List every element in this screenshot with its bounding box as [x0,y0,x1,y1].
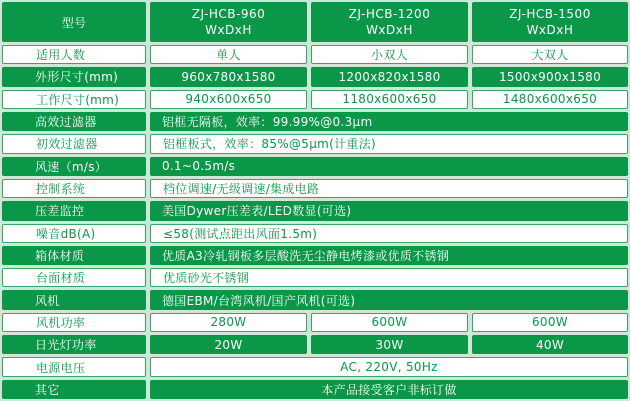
row-label: 控制系统 [2,179,146,198]
row-label: 外形尺寸(mm) [2,67,146,86]
spec-value: ≤58(测试点距出风面1.5m) [150,224,628,243]
header-model-2 [311,2,468,42]
model-size-caption: WxDxH [205,23,252,37]
table-row-fan-power [2,313,628,332]
spec-value: 20W [150,335,307,354]
spec-value: 960x780x1580 [150,67,307,86]
row-label: 风机 [2,290,146,309]
row-label: 初效过滤器 [2,134,146,153]
header-model-1 [150,2,307,42]
row-label: 压差监控 [2,201,146,220]
spec-value: 美国Dywer压差表/LED数显(可选) [150,201,628,220]
row-label: 日光灯功率 [2,335,146,354]
row-label: 箱体材质 [2,246,146,265]
table-row-body-material [2,246,628,265]
spec-value: 铝框无隔板，效率：99.99%@0.3μm [150,112,628,131]
model-size-caption: WxDxH [366,23,413,37]
spec-value: 档位调速/无级调速/集成电路 [150,179,628,198]
model-name: ZJ-HCB-1200 [348,6,431,21]
row-label: 电源电压 [2,357,146,376]
spec-value: 940x600x650 [150,90,307,109]
table-row-control-system [2,179,628,198]
spec-value: 德国EBM/台湾风机/国产风机(可选) [150,290,628,309]
table-header-row [2,2,628,42]
spec-value: 1200x820x1580 [311,67,468,86]
table-row-fan [2,290,628,309]
header-model-3 [472,2,628,42]
spec-value: AC, 220V, 50Hz [150,357,628,376]
model-name: ZJ-HCB-1500 [509,6,591,21]
row-label: 噪音dB(A) [2,224,146,243]
spec-value: 40W [472,335,628,354]
row-label: 适用人数 [2,45,146,64]
table-row-pre-filter [2,134,628,153]
row-label: 其它 [2,380,146,399]
spec-value: 600W [311,313,468,332]
spec-value: 1180x600x650 [311,90,468,109]
spec-value: 优质A3冷轧钢板多层酸洗无尘静电烤漆或优质不锈钢 [150,246,628,265]
table-row-outer-size [2,67,628,86]
spec-value: 280W [150,313,307,332]
spec-value: 单人 [150,45,307,64]
table-row-hepa-filter [2,112,628,131]
spec-value: 本产品接受客户非标订做 [150,380,628,399]
header-model-label: 型号 [2,2,146,42]
row-label: 工作尺寸(mm) [2,90,146,109]
spec-value: 优质砂光不锈钢 [150,268,628,287]
row-label: 风速（m/s） [2,157,146,176]
table-row-noise [2,224,628,243]
row-label: 高效过滤器 [2,112,146,131]
row-label: 台面材质 [2,268,146,287]
spec-value: 1480x600x650 [472,90,628,109]
table-row-work-size [2,90,628,109]
model-name: ZJ-HCB-960 [191,6,266,21]
table-row-power-supply [2,357,628,376]
spec-value: 600W [472,313,628,332]
spec-value: 大双人 [472,45,628,64]
model-size-caption: WxDxH [526,23,574,37]
table-row-capacity [2,45,628,64]
table-row-lamp-power [2,335,628,354]
table-row-other [2,380,628,399]
spec-value: 小双人 [311,45,468,64]
row-label: 风机功率 [2,313,146,332]
spec-value: 铝框板式，效率：85%@5μm(计重法) [150,134,628,153]
spec-value: 30W [311,335,468,354]
spec-value: 0.1~0.5m/s [150,157,628,176]
table-row-air-speed [2,157,628,176]
spec-value: 1500x900x1580 [472,67,628,86]
table-row-worktop-material [2,268,628,287]
table-row-pressure-monitor [2,201,628,220]
